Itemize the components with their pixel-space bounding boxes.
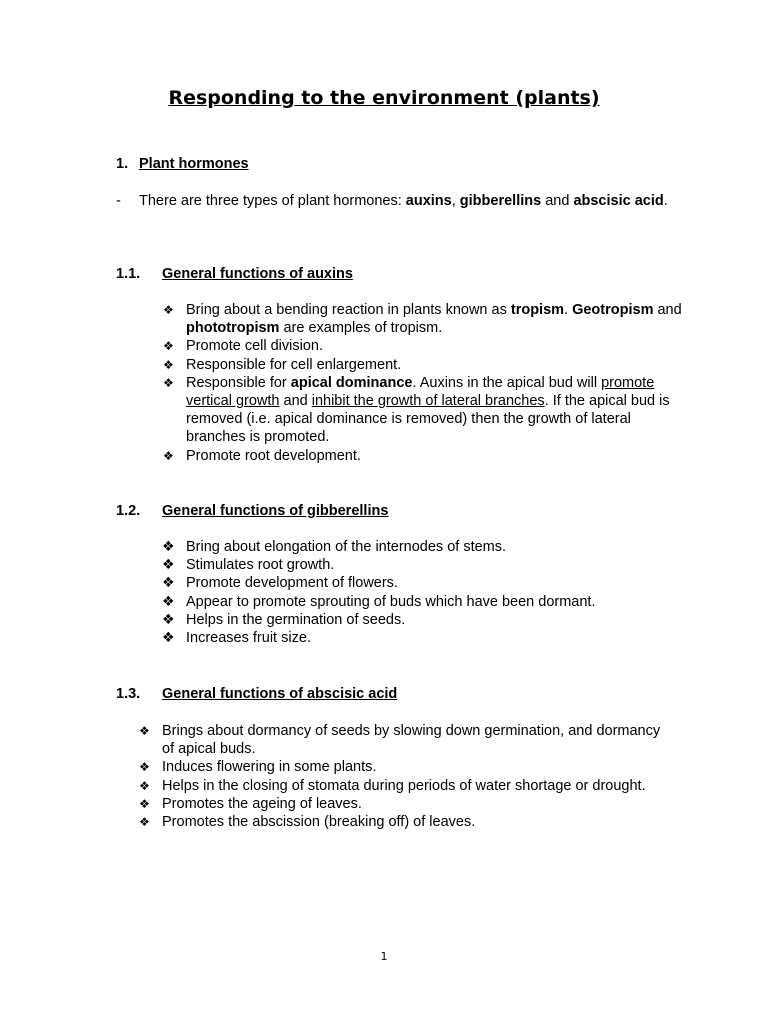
list-item xyxy=(139,813,662,831)
bullet-icon: ❖ xyxy=(162,611,175,628)
bullet-icon: ❖ xyxy=(163,448,174,463)
bullet-icon: ❖ xyxy=(139,796,150,811)
bullet-icon: ❖ xyxy=(162,539,175,555)
list-dash: - xyxy=(116,193,121,209)
item-underlined: promote vertical growth xyxy=(186,374,655,410)
section-number: 1. xyxy=(116,156,129,172)
bullet-icon: ❖ xyxy=(139,724,150,738)
item-text: Bring about elongation of the internodes of stems. xyxy=(186,539,507,555)
list-item xyxy=(139,758,662,776)
item-text: . If the apical bud is removed (i.e. apical dominance is removed) then the growth of lateral branches is promoted. xyxy=(186,393,670,446)
intro-text: and xyxy=(541,193,574,209)
bullet-icon: ❖ xyxy=(163,375,174,390)
intro-keyword: gibberellins xyxy=(459,193,542,209)
bullet-icon: ❖ xyxy=(162,575,175,592)
item-text: Bring about a bending reaction in plants known as xyxy=(186,302,511,318)
bullet-icon: ❖ xyxy=(163,303,174,317)
list-item xyxy=(162,574,686,592)
item-text: Promote root development. xyxy=(186,447,361,464)
list-item xyxy=(162,629,686,647)
item-text: Promotes the abscission (breaking off) of leaves. xyxy=(162,814,476,831)
page-number: 1 xyxy=(380,950,388,963)
subsection-heading: General functions of abscisic acid xyxy=(162,686,398,702)
list-item xyxy=(162,611,686,629)
gibberellins-list xyxy=(162,538,686,647)
bullet-icon: ❖ xyxy=(162,630,175,647)
item-keyword: phototropism xyxy=(186,320,280,337)
item-text: . xyxy=(564,302,573,318)
item-text: are examples of tropism. xyxy=(279,320,443,337)
bullet-icon: ❖ xyxy=(139,815,150,830)
item-text: Brings about dormancy of seeds by slowing down germination, and dormancy of apical buds. xyxy=(162,723,661,758)
item-text: Appear to promote sprouting of buds which have been dormant. xyxy=(186,593,596,610)
subsection-number: 1.3. xyxy=(116,686,141,702)
item-text: Increases fruit size. xyxy=(186,630,311,647)
list-item xyxy=(139,777,662,795)
bullet-icon: ❖ xyxy=(139,778,150,793)
item-keyword: apical dominance xyxy=(290,374,413,391)
intro-text: . xyxy=(663,193,668,209)
bullet-icon: ❖ xyxy=(162,593,175,610)
item-text: Responsible for xyxy=(186,374,291,391)
bullet-icon: ❖ xyxy=(163,357,174,372)
bullet-icon: ❖ xyxy=(139,760,150,775)
section-heading: Plant hormones xyxy=(139,156,249,172)
list-item xyxy=(162,593,686,611)
intro-keyword: abscisic acid xyxy=(573,193,664,209)
list-item xyxy=(163,337,686,355)
item-text: Helps in the germination of seeds. xyxy=(186,611,406,628)
item-text: Promotes the ageing of leaves. xyxy=(162,795,362,812)
item-text: . Auxins in the apical bud will xyxy=(412,374,602,391)
item-underlined: inhibit the growth of lateral branches xyxy=(311,393,545,410)
bullet-icon: ❖ xyxy=(162,557,175,574)
intro-text: , xyxy=(451,193,460,209)
bullet-icon: ❖ xyxy=(163,339,174,354)
item-text: Promote development of flowers. xyxy=(186,575,398,592)
auxins-list xyxy=(163,301,686,465)
item-text: Helps in the closing of stomata during periods of water shortage or drought. xyxy=(162,777,646,794)
subsection-number: 1.2. xyxy=(116,503,141,519)
item-text: Induces flowering in some plants. xyxy=(162,759,377,776)
intro-keyword: auxins xyxy=(405,193,452,209)
list-item xyxy=(163,301,686,337)
list-item xyxy=(162,556,686,574)
subsection-heading: General functions of auxins xyxy=(162,266,353,282)
abscisic-list xyxy=(139,722,662,831)
list-item xyxy=(162,538,686,556)
list-item xyxy=(163,356,686,374)
list-item xyxy=(139,722,662,758)
list-item xyxy=(163,374,686,447)
item-keyword: Geotropism xyxy=(572,302,654,318)
item-text: Responsible for cell enlargement. xyxy=(186,356,402,373)
intro-text: There are three types of plant hormones: xyxy=(139,193,406,209)
subsection-heading: General functions of gibberellins xyxy=(162,503,389,519)
list-item xyxy=(163,447,686,465)
page-title: Responding to the environment (plants) xyxy=(168,87,600,109)
item-keyword: tropism xyxy=(510,302,565,318)
item-text: Promote cell division. xyxy=(186,338,323,355)
item-text: and xyxy=(653,302,682,318)
item-text: Stimulates root growth. xyxy=(186,557,335,574)
intro-paragraph xyxy=(139,192,699,210)
item-text: and xyxy=(279,393,312,410)
subsection-number: 1.1. xyxy=(116,266,141,282)
list-item xyxy=(139,795,662,813)
